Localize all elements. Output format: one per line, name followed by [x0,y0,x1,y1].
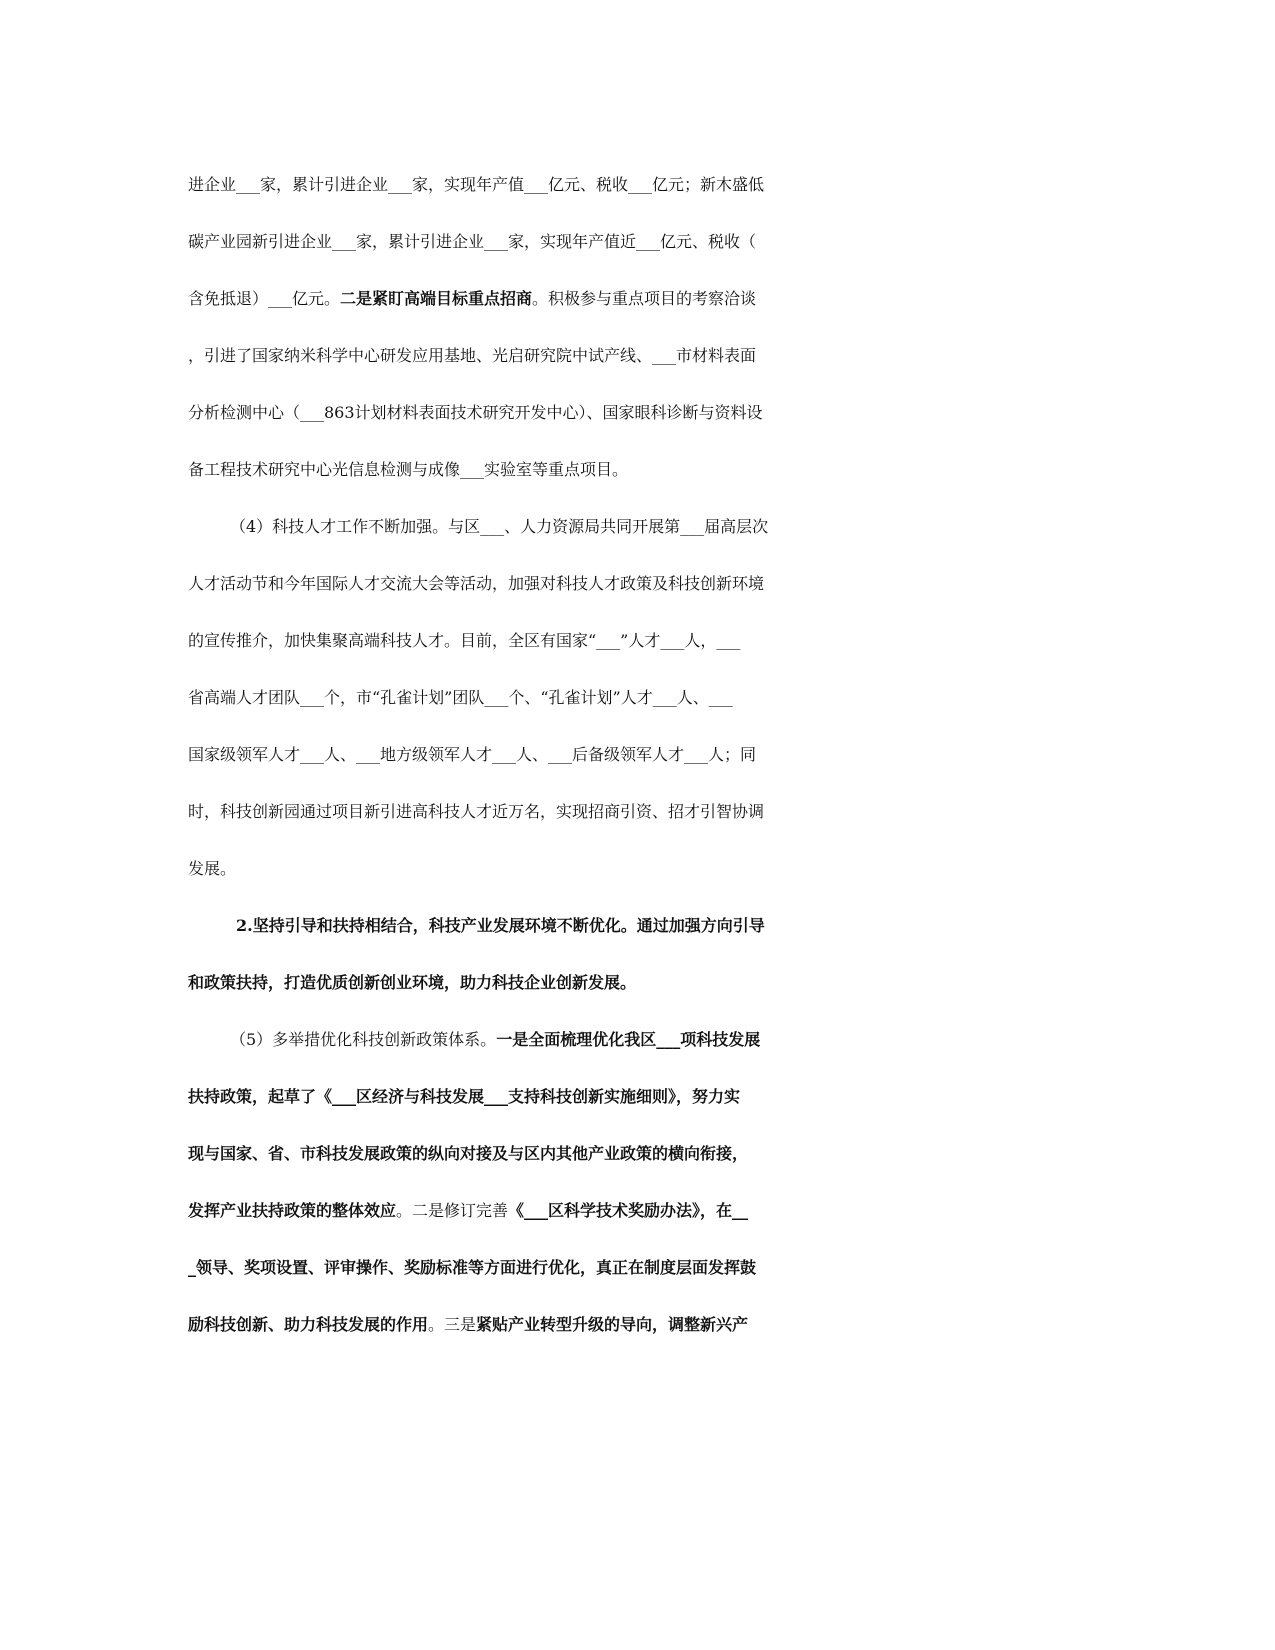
section-2-heading-cont [188,968,1088,998]
text-line [188,797,1088,827]
text-run: ，引进了国家纳米科学中心研发应用基地、光启研究院中试产线、___市材料表面 [188,346,757,365]
section-2-heading [236,911,1136,941]
text-line [188,854,1088,884]
text-run: 时，科技创新园通过项目新引进高科技人才近万名，实现招商引资、招才引智协调 [188,802,765,821]
text-line [188,626,1088,656]
bold-text-run: 扶持政策，起草了《___区经济与科技发展___支持科技创新实施细则》，努力实 [188,1087,741,1106]
text-line [188,455,1088,485]
text-run: 人才活动节和今年国际人才交流大会等活动，加强对科技人才政策及科技创新环境 [188,574,765,593]
text-line [188,1310,1088,1340]
text-line [188,1196,1088,1226]
text-run: 。三是 [428,1315,477,1334]
bold-text-run: 二是紧盯高端目标重点招商 [340,289,533,308]
text-line [188,398,1088,428]
bold-text-run: 紧贴产业转型升级的导向，调整新兴产 [476,1315,749,1334]
text-run: 分析检测中心（___863计划材料表面技术研究开发中心）、国家眼科诊断与资料设 [188,403,763,422]
text-line [188,227,1088,257]
text-line [188,284,1088,314]
text-line [188,740,1088,770]
text-line [188,341,1088,371]
text-run: 省高端人才团队___个，市“孔雀计划”团队___个、“孔雀计划”人才___人、___ [188,688,733,707]
text-line [188,1139,1088,1169]
bold-text-run: 2.坚持引导和扶持相结合，科技产业发展环境不断优化。通过加强方向引导 [236,916,765,935]
text-run: 的宣传推介，加快集聚高端科技人才。目前，全区有国家“___”人才___人，___ [188,631,741,650]
text-run: 。二是修订完善 [396,1201,509,1220]
text-run: 进企业___家，累计引进企业___家，实现年产值___亿元、税收___亿元；新木盛低 [188,175,765,194]
bold-text-run: 一是全面梳理优化我区___项科技发展 [496,1030,761,1049]
text-line [188,569,1088,599]
text-run: 。积极参与重点项目的考察洽谈 [532,289,757,308]
paragraph-4-first-line [230,512,1130,542]
bold-text-run: 现与国家、省、市科技发展政策的纵向对接及与区内其他产业政策的横向衔接， [188,1144,749,1163]
text-run: （4）科技人才工作不断加强。与区___、人力资源局共同开展第___届高层次 [230,517,769,536]
bold-text-run: 和政策扶持，打造优质创新创业环境，助力科技企业创新发展。 [188,973,637,992]
text-run: 国家级领军人才___人、___地方级领军人才___人、___后备级领军人才___人；同 [188,745,757,764]
text-line [188,1253,1088,1283]
text-run: 碳产业园新引进企业___家，累计引进企业___家，实现年产值近___亿元、税收（ [188,232,757,251]
text-run: （5）多举措优化科技创新政策体系。 [230,1030,497,1049]
text-line [188,170,1088,200]
paragraph-5-first-line [230,1025,1130,1055]
bold-text-run: _领导、奖项设置、评审操作、奖励标准等方面进行优化，真正在制度层面发挥鼓 [188,1258,757,1277]
text-line [188,683,1088,713]
bold-text-run: 《___区科学技术奖励办法》，在__ [508,1201,749,1220]
bold-text-run: 发挥产业扶持政策的整体效应 [188,1201,397,1220]
text-run: 发展。 [188,859,237,878]
bold-text-run: 励科技创新、助力科技发展的作用 [188,1315,429,1334]
text-run: 备工程技术研究中心光信息检测与成像___实验室等重点项目。 [188,460,629,479]
text-line [188,1082,1088,1112]
text-run: 含免抵退）___亿元。 [188,289,341,308]
